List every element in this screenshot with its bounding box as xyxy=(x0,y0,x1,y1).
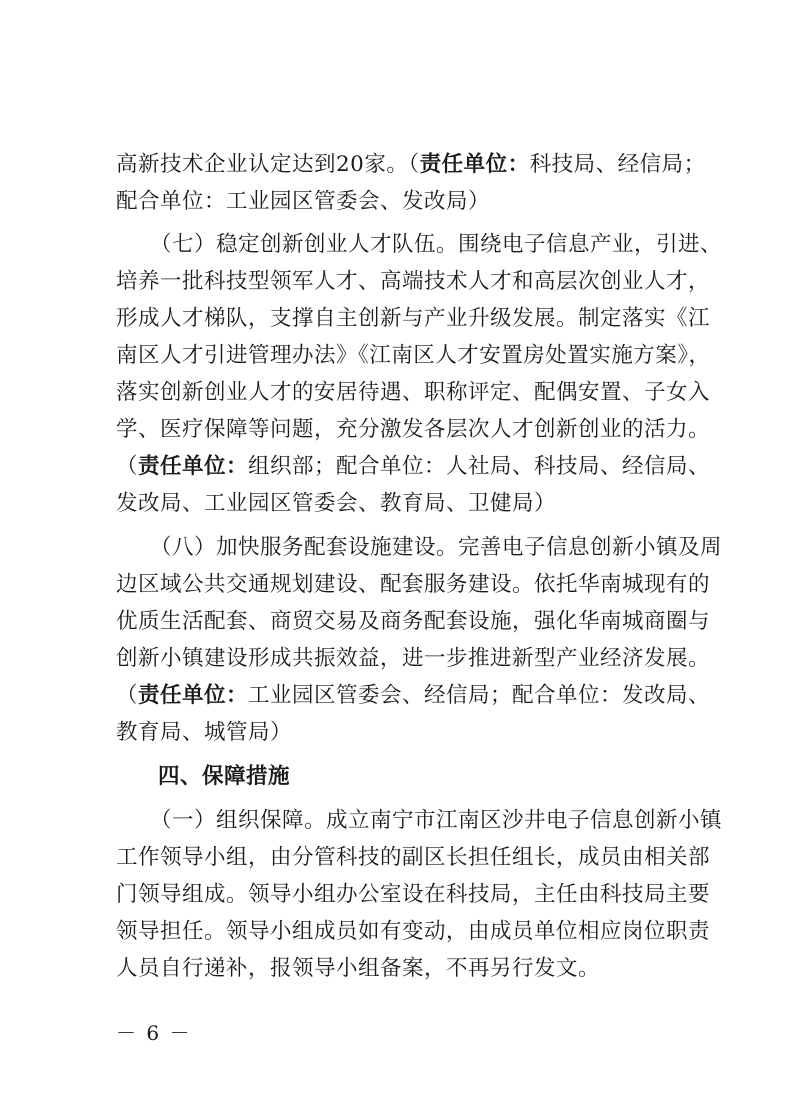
text-segment: 培养一批科技型领军人才、高端技术人才和高层次创业人才， xyxy=(116,269,711,294)
text-segment: 教育局、城管局） xyxy=(116,720,293,745)
p3-line-5 xyxy=(116,678,710,714)
responsible-unit-label: 责任单位： xyxy=(419,152,530,177)
text-segment: （一）组织保障。成立南宁市江南区沙井电子信息创新小镇 xyxy=(150,808,723,833)
text-segment: 形成人才梯队，支撑自主创新与产业升级发展。制定落实《江 xyxy=(116,306,711,331)
p2-line-2 xyxy=(116,264,710,300)
text-segment: 科技局、经信局； xyxy=(529,152,706,177)
p4-line-5 xyxy=(116,951,600,987)
p4-line-2 xyxy=(116,840,710,876)
text-segment: 创新小镇建设形成共振效益，进一步推进新型产业经济发展。 xyxy=(116,646,711,671)
p3-line-6 xyxy=(116,715,292,751)
section-heading-text: 四、保障措施 xyxy=(158,764,291,789)
text-segment: 优质生活配套、商贸交易及商务配套设施，强化华南城商圈与 xyxy=(116,609,711,634)
text-segment: 学、医疗保障等问题，充分激发各层次人才创新创业的活力。 xyxy=(116,417,711,442)
text-segment: 门领导组成。领导小组办公室设在科技局，主任由科技局主要 xyxy=(116,882,711,907)
p4-line-1 xyxy=(150,803,722,839)
p2-line-1 xyxy=(150,227,722,263)
p3-line-4 xyxy=(116,641,710,677)
p3-line-1 xyxy=(150,530,722,566)
p1-line-2 xyxy=(116,184,490,220)
text-segment: 配合单位：工业园区管委会、发改局） xyxy=(116,189,491,214)
page-number: － 6 － xyxy=(116,1021,192,1045)
p2-line-6 xyxy=(116,412,710,448)
responsible-unit-label: 责任单位： xyxy=(138,683,249,708)
text-segment: 组织部；配合单位：人社局、科技局、经信局、 xyxy=(248,454,711,479)
text-segment: 南区人才引进管理办法》《江南区人才安置房处置实施方案》， xyxy=(116,343,711,368)
text-segment: 人员自行递补，报领导小组备案，不再另行发文。 xyxy=(116,956,601,981)
p2-line-7 xyxy=(116,449,710,485)
p4-line-3 xyxy=(116,877,710,913)
p2-line-3 xyxy=(116,301,710,337)
p2-line-5 xyxy=(116,375,710,411)
text-segment: 领导担任。领导小组成员如有变动，由成员单位相应岗位职责 xyxy=(116,919,711,944)
text-segment: 高新技术企业认定达到20家。（ xyxy=(116,152,420,177)
text-segment: 发改局、工业园区管委会、教育局、卫健局） xyxy=(116,491,557,516)
text-segment: 边区域公共交通规划建设、配套服务建设。依托华南城现有的 xyxy=(116,572,711,597)
text-segment: 工业园区管委会、经信局；配合单位：发改局、 xyxy=(248,683,711,708)
p1-line-1 xyxy=(116,147,706,183)
responsible-unit-label: 责任单位： xyxy=(138,454,249,479)
p4-line-4 xyxy=(116,914,710,950)
text-segment: （ xyxy=(116,683,139,708)
p3-line-3 xyxy=(116,604,710,640)
p2-line-4 xyxy=(116,338,711,374)
text-segment: （ xyxy=(116,454,139,479)
text-segment: （八）加快服务配套设施建设。完善电子信息创新小镇及周 xyxy=(150,535,723,560)
text-segment: （七）稳定创新创业人才队伍。围绕电子信息产业，引进、 xyxy=(150,232,723,257)
p2-line-8 xyxy=(116,486,556,522)
p3-line-2 xyxy=(116,567,710,603)
text-segment: 工作领导小组，由分管科技的副区长担任组长，成员由相关部 xyxy=(116,845,711,870)
text-segment: 落实创新创业人才的安居待遇、职称评定、配偶安置、子女入 xyxy=(116,380,711,405)
section-heading xyxy=(158,759,290,795)
